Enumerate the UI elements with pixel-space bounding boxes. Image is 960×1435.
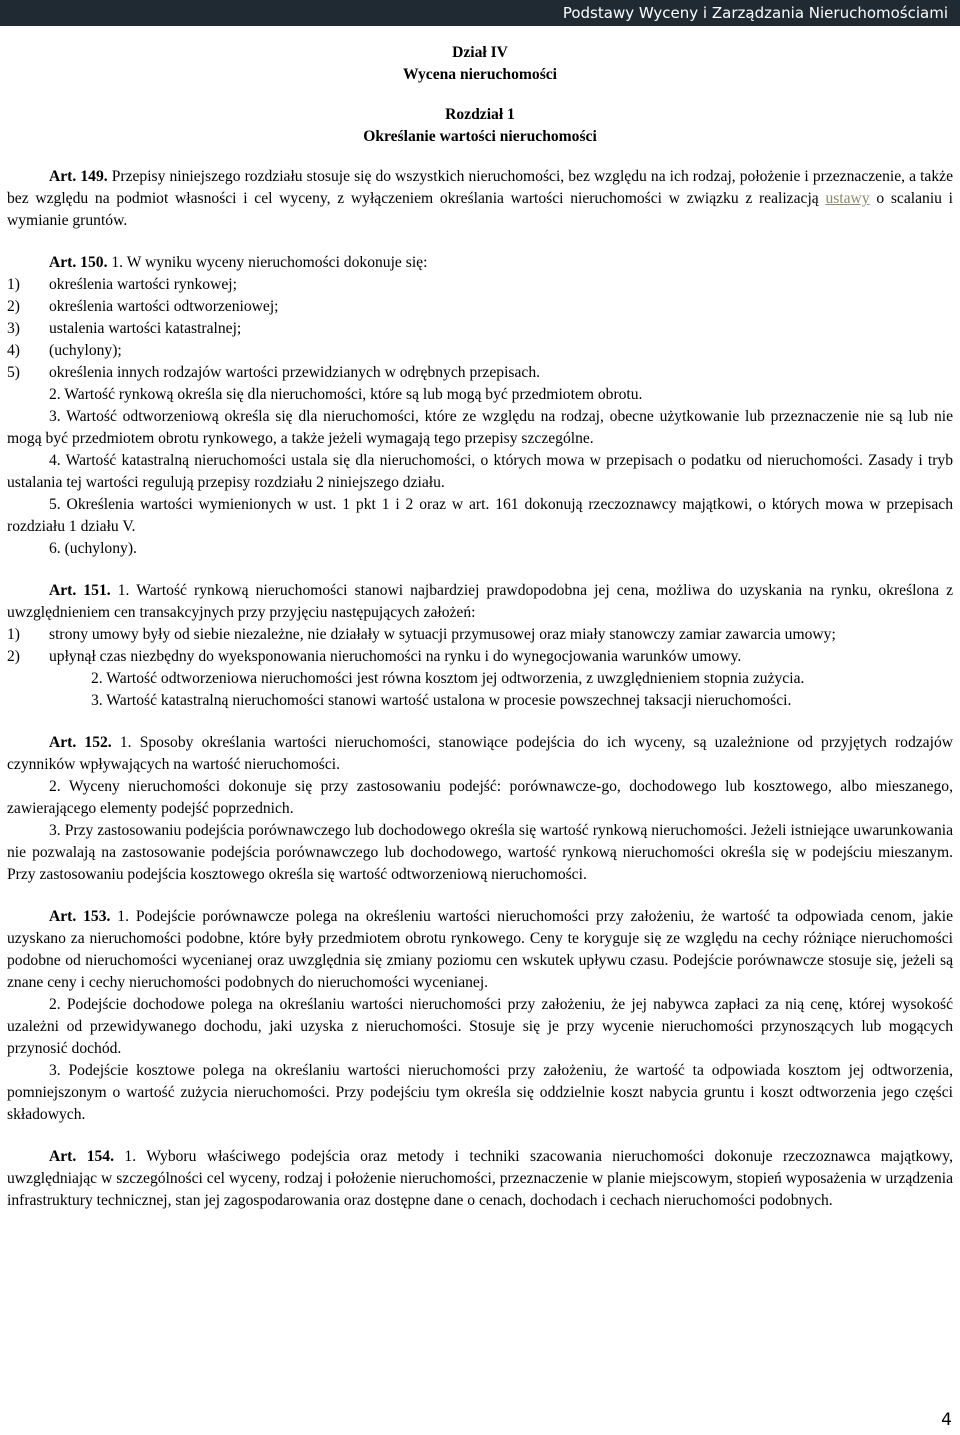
- ustawy-link[interactable]: ustawy: [825, 190, 870, 207]
- list-num: 1): [7, 276, 20, 293]
- art-153-p1-text: 1. Podejście porównawcze polega na określeniu wartości nieruchomości przy założeniu, że wartość ta odpowiada cenom, jakie uzyskano za nieruchomości podobne, które były przedmiotem obrotu rynkowego. Ceny te koryguje się ze względu na cechy różniące nieruchomości podobne od nieruchomości wycenianej oraz uwzględnia się zmiany poziomu cen wskutek upływu czasu. Podejście porównawcze stosuje się, jeżeli są znane ceny i cechy nieruchomości podobnych do nieruchomości wycenianej.: [7, 908, 954, 991]
- art-150-p1: [7, 252, 953, 274]
- chapter-title: Określanie wartości nieruchomości: [363, 128, 597, 145]
- art-152-p1-text: 1. Sposoby określania wartości nieruchomości, stanowiące podejścia do ich wyceny, są uzależnione od przyjętych rodzajów czynników wpływających na wartość nieruchomości.: [7, 734, 953, 773]
- art-149-label: Art. 149.: [49, 168, 108, 185]
- list-item: [7, 318, 953, 340]
- art-149-text: Przepisy niniejszego rozdziału stosuje się do wszystkich nieruchomości, bez względu na ich rodzaj, położenie i przeznaczenie, a także bez względu na podmiot własności i cel wyceny, z wyłączeniem określania wartości nieruchomości w związku z realizacją: [7, 168, 953, 207]
- art-153-p2: 2. Podejście dochodowe polega na określaniu wartości nieruchomości przy założeniu, że jej nabywca zapłaci za nią cenę, której wysokość uzależni od przewidywanego dochodu, jaki uzyska z nieruchomości. Stosuje się je przy wycenie nieruchomości przynoszących lub mogących przynosić dochód.: [7, 996, 953, 1057]
- list-item: [7, 340, 953, 362]
- art-149-text-end: o scalaniu i wymianie gruntów.: [7, 190, 953, 229]
- header-title: Podstawy Wyceny i Zarządzania Nieruchomościami: [562, 4, 948, 22]
- division-heading: Dział IV: [452, 44, 508, 61]
- list-text: określenia wartości odtworzeniowej;: [49, 298, 279, 315]
- list-item: [7, 362, 953, 384]
- list-num: 4): [7, 342, 20, 359]
- list-num: 3): [7, 320, 20, 337]
- list-num: 2): [7, 298, 20, 315]
- list-num: 5): [7, 364, 20, 381]
- list-text: ustalenia wartości katastralnej;: [49, 320, 242, 337]
- art-151-label: Art. 151.: [49, 582, 111, 599]
- document-page: [7, 42, 953, 1212]
- art-150-p1-text: W wyniku wyceny nieruchomości dokonuje się:: [126, 254, 428, 271]
- list-item: [7, 646, 953, 668]
- art-151-p2: 2. Wartość odtworzeniowa nieruchomości jest równa kosztom jej odtworzenia, z uwzględnieniem stopnia zużycia.: [91, 670, 805, 687]
- art-150-p2: 2. Wartość rynkową określa się dla nieruchomości, które są lub mogą być przedmiotem obrotu.: [49, 386, 643, 403]
- art-151-p1-text: 1. Wartość rynkową nieruchomości stanowi najbardziej prawdopodobna jej cena, możliwa do uzyskania na rynku, określona z uwzględnieniem cen transakcyjnych przy przyjęciu następujących założeń:: [7, 582, 953, 621]
- list-text: (uchylony);: [49, 342, 122, 359]
- list-text: określenia wartości rynkowej;: [49, 276, 237, 293]
- art-154-label: Art. 154.: [49, 1148, 114, 1165]
- list-num: 1): [7, 626, 20, 643]
- art-152-p3: 3. Przy zastosowaniu podejścia porównawczego lub dochodowego określa się wartość rynkową nieruchomości. Jeżeli istniejące uwarunkowania nie pozwalają na zastosowanie podejścia porównawczego lub dochodowego, wartość rynkową nieruchomości określa się w podejściu mieszanym. Przy zastosowaniu podejścia kosztowego określa się wartość odtworzeniową nieruchomości.: [7, 822, 953, 883]
- art-150-p5: 5. Określenia wartości wymienionych w ust. 1 pkt 1 i 2 oraz w art. 161 dokonują rzeczoznawcy majątkowi, o których mowa w przepisach rozdziału 1 działu V.: [7, 496, 953, 535]
- art-153-p3: 3. Podejście kosztowe polega na określaniu wartości nieruchomości przy założeniu, że wartość ta odpowiada kosztom jej odtworzenia, pomniejszonym o wartość zużycia nieruchomości. Przy podejściu tym określa się oddzielnie koszt nabycia gruntu i koszt odtworzenia jego części składowych.: [7, 1062, 953, 1123]
- list-num: 2): [7, 648, 20, 665]
- art-154-p1-text: 1. Wyboru właściwego podejścia oraz metody i techniki szacowania nieruchomości dokonuje rzeczoznawca majątkowy, uwzględniając w szczególności cel wyceny, rodzaj i położenie nieruchomości, przeznaczenie w planie miejscowym, stopień wyposażenia w urządzenia infrastruktury technicznej, stan jej zagospodarowania oraz dostępne dane o cenach, dochodach i cechach nieruchomości podobnych.: [7, 1148, 953, 1209]
- art-150-p4: 4. Wartość katastralną nieruchomości ustala się dla nieruchomości, o których mowa w przepisach o podatku od nieruchomości. Zasady i tryb ustalania tej wartości regulują przepisy rozdziału 2 niniejszego działu.: [7, 452, 953, 491]
- art-151-p1: [7, 580, 953, 624]
- list-item: [7, 296, 953, 318]
- art-149: [7, 166, 953, 232]
- art-150-p6: 6. (uchylony).: [49, 540, 137, 557]
- art-153-label: Art. 153.: [49, 908, 111, 925]
- list-text: określenia innych rodzajów wartości przewidzianych w odrębnych przepisach.: [49, 364, 541, 381]
- art-153-p1: [7, 906, 953, 994]
- list-item: [7, 624, 953, 646]
- art-154-p1: [7, 1146, 953, 1212]
- list-text: strony umowy były od siebie niezależne, nie działały w sytuacji przymusowej oraz miały stanowczy zamiar zawarcia umowy;: [49, 626, 836, 643]
- art-150-label: Art. 150.: [49, 254, 108, 271]
- art-152-p2: 2. Wyceny nieruchomości dokonuje się przy zastosowaniu podejść: porównawcze-go, dochodowego lub kosztowego, albo mieszanego, zawierającego elementy podejść poprzednich.: [7, 778, 953, 817]
- chapter-heading: Rozdział 1: [445, 106, 515, 123]
- art-152-p1: [7, 732, 953, 776]
- art-150-p3: 3. Wartość odtworzeniową określa się dla nieruchomości, które ze względu na rodzaj, obecne użytkowanie lub przeznaczenie nie są lub nie mogą być przedmiotem obrotu rynkowego, a także jeżeli wymagają tego przepisy szczególne.: [7, 408, 953, 447]
- art-150-p1-num: 1.: [111, 254, 124, 271]
- list-text: upłynął czas niezbędny do wyeksponowania nieruchomości na rynku i do wynegocjowania warunków umowy.: [49, 648, 742, 665]
- division-title: Wycena nieruchomości: [402, 66, 558, 83]
- document-header: [0, 0, 960, 26]
- page-number: 4: [941, 1410, 952, 1430]
- art-151-p3: 3. Wartość katastralną nieruchomości stanowi wartość ustalona w procesie powszechnej taksacji nieruchomości.: [91, 692, 792, 709]
- art-152-label: Art. 152.: [49, 734, 112, 751]
- list-item: [7, 274, 953, 296]
